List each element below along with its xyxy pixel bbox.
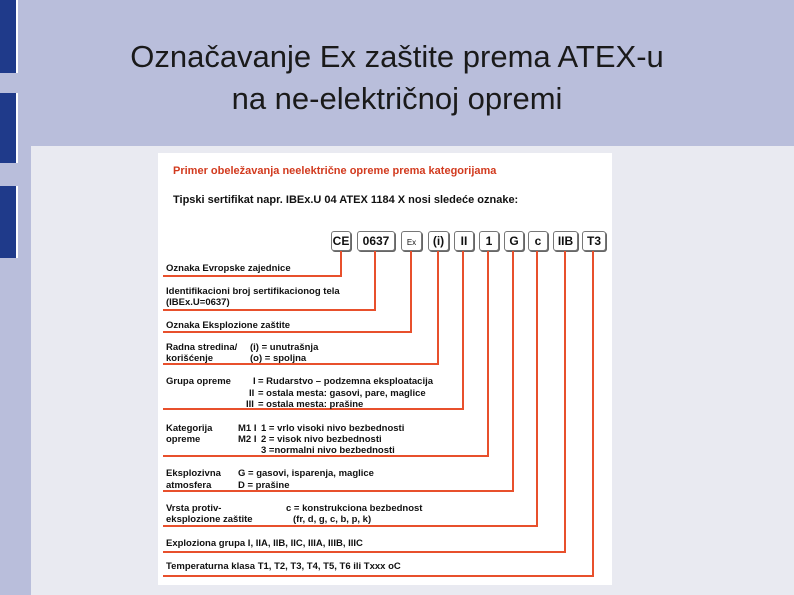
marking-box-i: (i) — [428, 231, 449, 251]
label-cat-1-text: 1 = vrlo visoki nivo bezbednosti — [261, 423, 405, 434]
slide-title-line-1: Označavanje Ex zaštite prema ATEX-u — [130, 39, 664, 74]
label-env-1: Radna stredina/ — [166, 342, 238, 353]
label-temp-class: Temperaturna klasa T1, T2, T3, T4, T5, T6 ili Txxx oC — [166, 561, 401, 572]
marking-box-ce: CE — [331, 231, 351, 251]
marking-box-t3: T3 — [582, 231, 606, 251]
label-cat-m1: M1 I — [238, 423, 257, 434]
hline-protection — [163, 525, 538, 527]
hline-temp — [163, 575, 594, 577]
label-expl-group: Exploziona grupa I, IIA, IIB, IIC, IIIA, IIIB, IIIC — [166, 538, 363, 549]
connector-cert — [374, 251, 376, 311]
left-accent-bar-3 — [0, 186, 18, 258]
label-env-i: (i) = unutrašnja — [250, 342, 319, 353]
label-atm-g: G = gasovi, isparenja, maglice — [238, 468, 374, 479]
connector-category — [487, 251, 489, 457]
label-env-2: korišćenje — [166, 353, 213, 364]
marking-box-c: c — [528, 231, 548, 251]
hline-cert — [163, 309, 376, 311]
label-atm-2: atmosfera — [166, 480, 212, 491]
label-cat-2: opreme — [166, 434, 201, 445]
connector-protection — [536, 251, 538, 527]
label-ce: Oznaka Evropske zajednice — [166, 263, 291, 274]
figure-title: Primer obeležavanja neelektrične opreme prema kategorijama — [173, 165, 497, 177]
label-cat-2-text: 2 = visok nivo bezbednosti — [261, 434, 382, 445]
slide-title-line-2: na ne-električnoj opremi — [231, 81, 563, 116]
slide-title — [0, 36, 794, 120]
atex-marking-figure — [158, 153, 612, 585]
hline-explosion — [163, 331, 412, 333]
label-group-i-code: I — [253, 376, 256, 387]
figure-subtitle: Tipski sertifikat napr. IBEx.U 04 ATEX 1184 X nosi sledeće oznake: — [173, 194, 519, 206]
connector-expl-group — [564, 251, 566, 553]
label-prot-1: Vrsta protiv- — [166, 503, 222, 514]
label-prot-list: (fr, d, g, c, b, p, k) — [293, 514, 372, 525]
label-group: Grupa opreme — [166, 376, 231, 387]
label-cat-m2: M2 I — [238, 434, 257, 445]
connector-temp — [592, 251, 594, 577]
label-cat-1: Kategorija — [166, 423, 213, 434]
label-env-o: (o) = spoljna — [250, 353, 307, 364]
hline-ce — [163, 275, 342, 277]
label-prot-c: c = konstrukciona bezbednost — [286, 503, 423, 514]
connector-env — [437, 251, 439, 365]
label-group-iii-code: III — [246, 399, 254, 410]
label-group-iii: = ostala mesta: prašine — [258, 399, 364, 410]
ex-hexagon-icon: Ex — [406, 238, 417, 247]
marking-box-iib: IIB — [553, 231, 578, 251]
marking-box-g: G — [504, 231, 524, 251]
connector-ce — [340, 251, 342, 277]
marking-box-1: 1 — [479, 231, 499, 251]
label-cert-2: (IBEx.U=0637) — [166, 297, 230, 308]
hline-expl-group — [163, 551, 566, 553]
label-group-ii-code: II — [249, 388, 255, 399]
label-explosion: Oznaka Eksplozione zaštite — [166, 320, 291, 331]
connector-atmosphere — [512, 251, 514, 492]
marking-box-ii: II — [454, 231, 474, 251]
label-cert-1: Identifikacioni broj sertifikacionog tela — [166, 286, 340, 297]
label-prot-2: eksplozione zaštite — [166, 514, 253, 525]
label-group-ii: = ostala mesta: gasovi, pare, maglice — [258, 388, 426, 399]
hline-atmosphere — [163, 490, 514, 492]
label-atm-d: D = prašine — [238, 480, 290, 491]
marking-box-ex — [401, 231, 422, 251]
label-group-i: = Rudarstvo – podzemna eksploatacija — [258, 376, 434, 387]
connector-explosion — [410, 251, 412, 333]
label-atm-1: Eksplozivna — [166, 468, 221, 479]
label-cat-3-text: 3 =normalni nivo bezbednosti — [261, 445, 395, 456]
connector-group — [462, 251, 464, 410]
marking-box-0637: 0637 — [357, 231, 395, 251]
